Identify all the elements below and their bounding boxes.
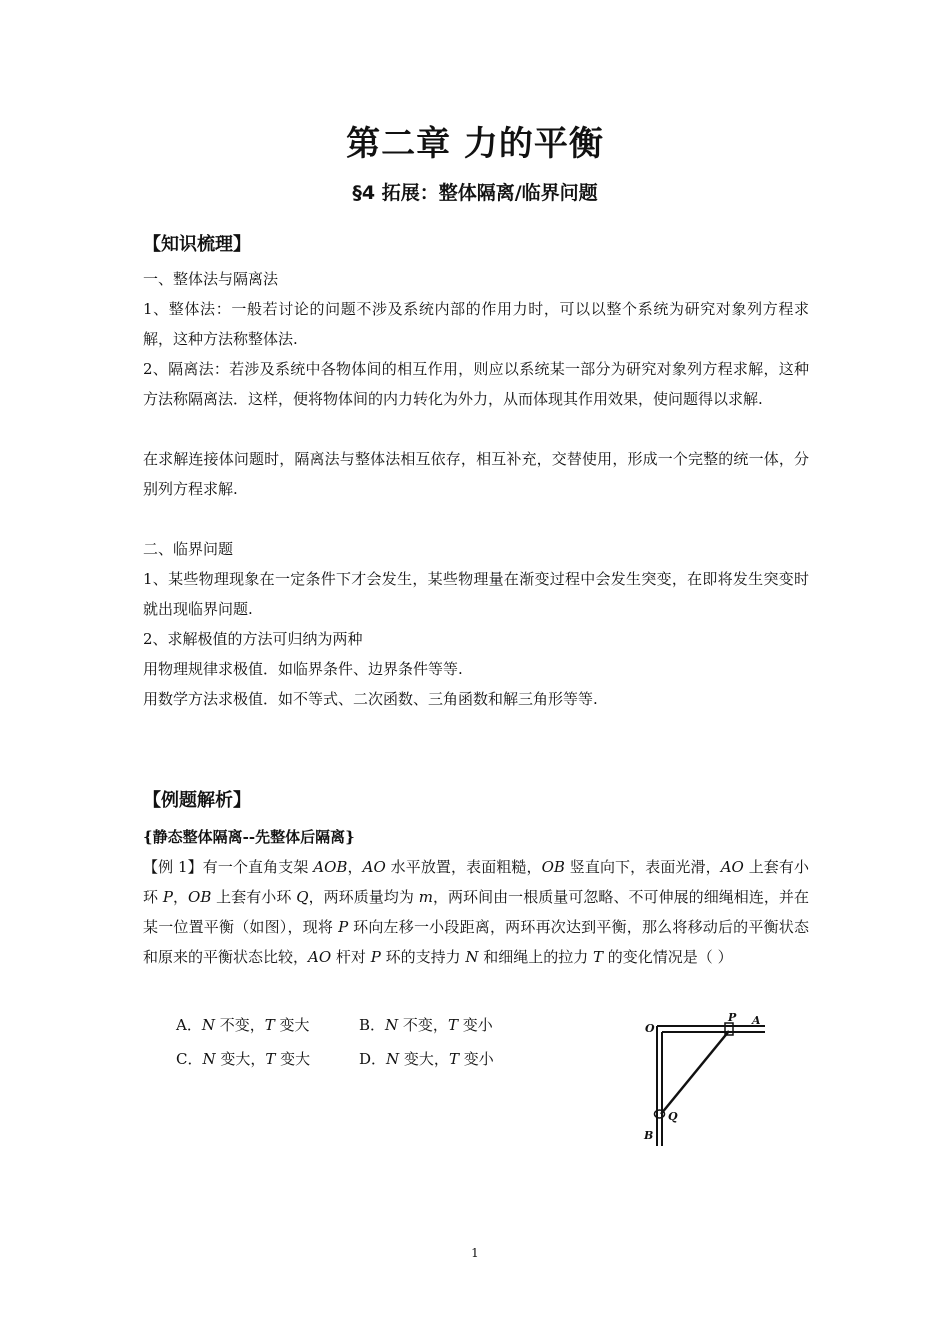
paragraph-isolation-method: 2、隔离法：若涉及系统中各物体间的相互作用，则应以系统某一部分为研究对象列方程求解，这种方法称隔离法．这样，便将物体间的内力转化为外力，从而体现其作用效果，使问题得以求解. <box>143 360 809 408</box>
example-1-label: 【例 1】 <box>143 858 203 876</box>
option-b[interactable]: B．N 不变，T 变小 <box>359 1016 493 1034</box>
bracket-diagram <box>637 1008 777 1148</box>
answer-options <box>176 1008 542 1076</box>
knowledge-heading: 【知识梳理】 <box>143 234 251 255</box>
label-q: Q <box>668 1110 678 1123</box>
rope <box>661 1031 729 1114</box>
option-d[interactable]: D．N 变大，T 变小 <box>359 1050 494 1068</box>
paragraph-math-extremum: 用数学方法求极值．如不等式、二次函数、三角函数和解三角形等等. <box>143 690 598 708</box>
label-p: P <box>728 1011 737 1024</box>
page-subtitle: §4 拓展：整体隔离/临界问题 <box>352 182 598 204</box>
label-a: A <box>752 1014 761 1027</box>
example-1-question: 【例 1】有一个直角支架 AOB，AO 水平放置，表面粗糙，OB 竖直向下，表面光滑，AO 上套有小环 P，OB 上套有小环 Q，两环质量均为 m，两环间由一根质量可忽略、不可伸展的细绳相连，并在某一位置平衡（如图），现将 P 环向左移一小段距离，两环再次达到平衡，那么将移动后的平衡状态和原来的平衡状态比较，AO 杆对 P 环的支持力 N 和细绳上的拉力 T 的变化情况是（ ） <box>143 858 809 966</box>
option-c[interactable]: C．N 变大，T 变大 <box>176 1050 311 1068</box>
paragraph-extremum-methods: 2、求解极值的方法可归纳为两种 <box>143 630 363 648</box>
label-o: O <box>645 1022 655 1035</box>
part2-heading: 二、临界问题 <box>143 540 234 558</box>
page-title: 第二章 力的平衡 <box>346 124 604 164</box>
paragraph-holistic-method: 1、整体法：一般若讨论的问题不涉及系统内部的作用力时，可以以整个系统为研究对象列方程求解，这种方法称整体法. <box>143 300 809 348</box>
bracket-frame <box>657 1026 765 1146</box>
label-b: B <box>644 1129 654 1142</box>
example-category: {静态整体隔离--先整体后隔离} <box>143 828 355 846</box>
examples-heading: 【例题解析】 <box>143 790 251 811</box>
option-a[interactable]: A．N 不变，T 变大 <box>176 1016 310 1034</box>
paragraph-critical-problem: 1、某些物理现象在一定条件下才会发生，某些物理量在渐变过程中会发生突变，在即将发生突变时就出现临界问题. <box>143 570 809 618</box>
page-number: 1 <box>471 1246 479 1260</box>
paragraph-physics-extremum: 用物理规律求极值．如临界条件、边界条件等等. <box>143 660 463 678</box>
paragraph-combined-method: 在求解连接体问题时，隔离法与整体法相互依存，相互补充，交替使用，形成一个完整的统一体，分别列方程求解. <box>143 450 809 498</box>
part1-heading: 一、整体法与隔离法 <box>143 270 279 288</box>
